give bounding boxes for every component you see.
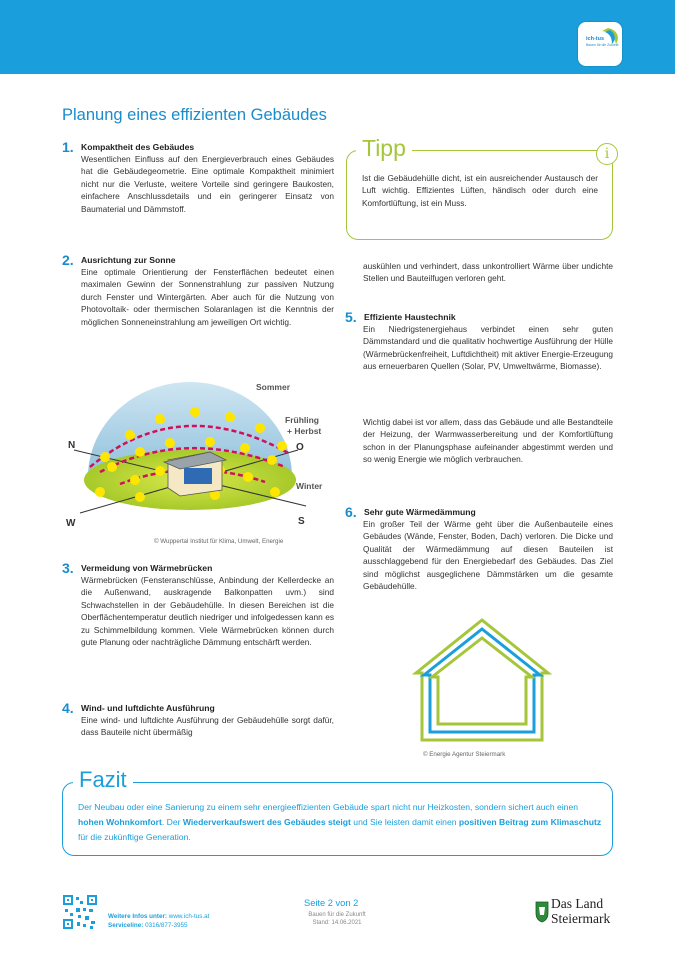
diagram-credit: © Wuppertal Institut für Klima, Umwelt, Energie xyxy=(154,538,284,545)
section-text: Wärmebrücken (Fensteranschlüsse, Anbindung der Kellerdecke an die Außenwand, auskragende Balkonpatten uvm.) sind Schwachstellen in der Gebäudehülle. In diesen Bereichen ist die Oberflächentemperatur deutlich niedriger und infolgedessen kann es zu Schimmelbildung kommen. Viele Wärmebrücken können durch gute Planung oder nachträgliche Dämmung entschärft werden. xyxy=(81,575,334,648)
section-heading: Kompaktheit des Gebäudes xyxy=(81,142,195,152)
east-label: O xyxy=(296,442,304,453)
summer-label: Sommer xyxy=(256,382,291,392)
page-title: Planung eines effizienten Gebäudes xyxy=(62,106,327,124)
winter-label: Winter xyxy=(296,481,323,491)
logo-claim: Bauen für die Zukunft xyxy=(586,43,619,47)
section-number: 3. xyxy=(62,560,74,576)
section-text: Ein großer Teil der Wärme geht über die Außenbauteile eines Gebäudes (Wände, Fenster, Boden, Dach) verloren. Die Dicke und Qualität der Wärmedämmung auf diesen Bauteilen ist ausschlaggebend für den Energiebedarf des Gebäudes. Das Ziel sind möglichst ausgeglichene Dämmstärken um die gesamte Gebäudehülle. xyxy=(363,519,613,592)
section-text: Wesentlichen Einfluss auf den Energieverbrauch eines Gebäudes hat die Gebäudegeometrie. Eine optimale Kompaktheit minimiert nicht nur die Verluste, weitere Vorteile sind geringere Baukosten, einfachere Anschlussdetails und ein geringerer Einsatz von Baumaterial und Dämmstoff. xyxy=(81,154,334,214)
tipp-title: Tipp xyxy=(356,135,412,162)
page-subline: Bauen für die Zukunft Stand: 14.06.2021 xyxy=(308,912,366,926)
spring-label: Frühling xyxy=(285,415,319,425)
das-land-steiermark-logo: Das Land Steiermark xyxy=(551,896,611,926)
section-text: Eine wind- und luftdichte Ausführung der Gebäudehülle sorgt dafür, dass Bauteile nicht übermäßig xyxy=(81,715,334,738)
section-number: 6. xyxy=(345,504,357,520)
section-text: Ein Niedrigstenergiehaus verbindet einen sehr guten Dämmstandard und die qualitativ hochwertige Ausführung der Hülle (Wärmebrückenfreiheit, Luftdichtheit) mit aktiver Energie-Erzeugung aus erneuerbaren Quellen (Solar, PV, Umweltwärme, Biomasse). xyxy=(363,324,613,372)
fazit-text: Der Neubau oder eine Sanierung zu einem sehr energieeffizienten Gebäude spart nicht nur Heizkosten, sondern sichert auch einen hohen Wohnkomfort. Der Wiederverkaufswert des Gebäudes steigt und Sie leisten damit einen positiven Beitrag zum Klimaschutz für die zukünftige Generation. xyxy=(78,802,602,842)
house-model xyxy=(164,452,226,496)
tipp-text: Ist die Gebäudehülle dicht, ist ein ausreichender Austausch der Luft wichtig. Effizientes Lüften, händisch oder durch eine Komfortlüftung, ist ein Muss. xyxy=(362,173,598,208)
serviceline-number[interactable]: 0316/877-3955 xyxy=(143,922,188,929)
ich-tus-logo[interactable] xyxy=(578,22,622,66)
sun-path-diagram xyxy=(60,372,340,534)
section-heading: Effiziente Haustechnik xyxy=(364,312,456,322)
info-icon: i xyxy=(596,143,618,165)
section-text-2: Wichtig dabei ist vor allem, dass das Gebäude und alle Bestandteile der Heizung, der Warmwasserbereitung und der Komfortlüftung schon in der Planungsphase aufeinander abgestimmt werden und so wenig Energie wie möglich verbrauchen. xyxy=(363,417,613,465)
section-heading: Sehr gute Wärmedämmung xyxy=(364,507,476,517)
section-heading: Vermeidung von Wärmebrücken xyxy=(81,563,213,573)
section-number: 5. xyxy=(345,309,357,325)
autumn-label: + Herbst xyxy=(287,426,322,436)
qr-code-icon[interactable] xyxy=(63,895,97,929)
section-number: 4. xyxy=(62,700,74,716)
fazit-title: Fazit xyxy=(73,767,133,793)
section-number: 2. xyxy=(62,252,74,268)
coat-of-arms-icon xyxy=(534,899,550,923)
west-label: W xyxy=(66,518,76,529)
page-number: Seite 2 von 2 xyxy=(304,898,359,908)
logo-name: ich-tus xyxy=(586,36,605,42)
section-4-continued-text: auskühlen und verhindert, dass unkontrolliert Wärme über undichte Stellen und Bauteilfugen verloren geht. xyxy=(363,261,613,284)
section-heading: Ausrichtung zur Sonne xyxy=(81,255,176,265)
header-bar xyxy=(0,0,675,74)
footer-contact: Weitere Infos unter: www.ich-tus.at Serviceline: 0316/877-3955 xyxy=(108,913,210,929)
north-label: N xyxy=(68,440,76,451)
website-link[interactable]: www.ich-tus.at xyxy=(167,913,210,920)
insulated-house-icon xyxy=(410,617,554,743)
south-label: S xyxy=(298,516,305,527)
section-text: Eine optimale Orientierung der Fensterflächen bedeutet einen maximalen Gewinn der Sonnenstrahlung zur passiven Nutzung durch Fenster und Wintergärten. Aber auch für die Nutzung von Photovoltaik- oder thermischen Solaranlagen ist die Kenntnis der möglichen Sonneneinstrahlung am jeweiligen Ort wichtig. xyxy=(81,267,334,327)
section-heading: Wind- und luftdichte Ausführung xyxy=(81,703,215,713)
section-number: 1. xyxy=(62,139,74,155)
house-credit: © Energie Agentur Steiermark xyxy=(423,751,506,758)
